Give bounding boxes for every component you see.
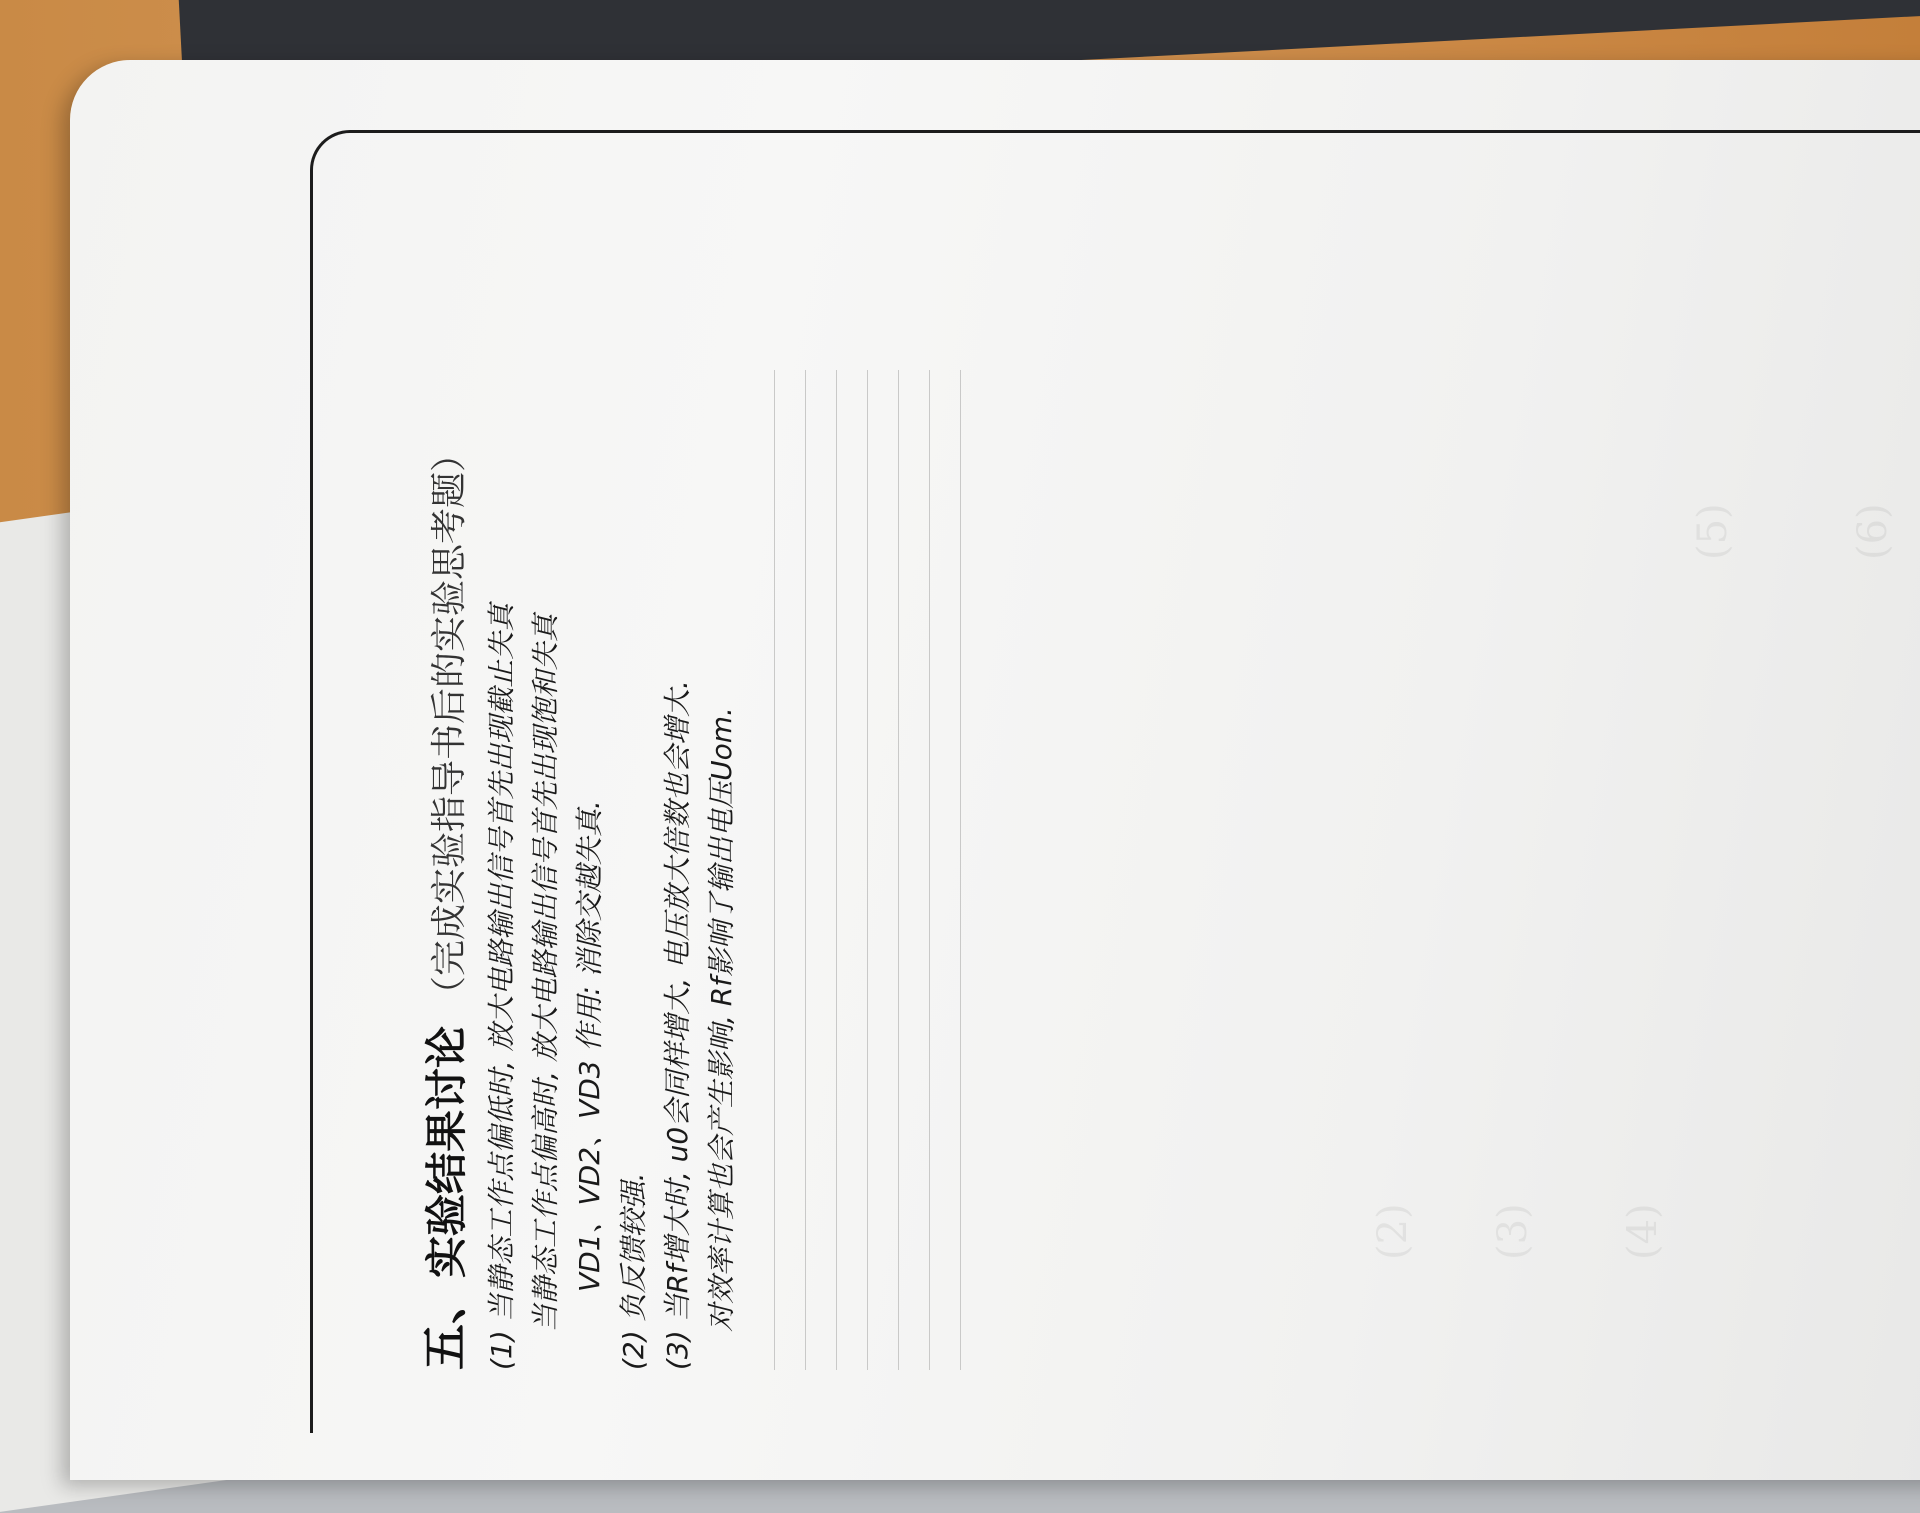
answer-line: VD1、VD2、VD3 作用: 消除交越失真. [573,800,606,1292]
answer-line: 对效率计算也会产生影响, Rf影响了输出电压Uom. [705,707,738,1332]
notebook-page [70,60,1920,1480]
bleed-through-text: (6) [1850,503,1896,560]
section-number: 五、 [418,1278,472,1370]
rotated-content [415,350,935,1370]
ruled-line [805,370,806,1370]
section-subtitle: （完成实验指导书后的实验思考题） [429,435,470,1012]
section-title: 实验结果讨论 [422,1025,471,1278]
bleed-through-text: (3) [1490,1203,1536,1260]
section-heading [415,350,480,1370]
answer-line: 当静态工作点偏高时, 放大电路输出信号首先出现饱和失真 [529,614,562,1332]
ruled-line [898,370,899,1370]
answer-line: (2) 负反馈较强. [617,1172,650,1370]
bleed-through-text: (5) [1690,503,1736,560]
ruled-line [836,370,837,1370]
ruled-line [929,370,930,1370]
bleed-through-text: (2) [1370,1203,1416,1260]
ruled-line [867,370,868,1370]
ruled-line [960,370,961,1370]
bleed-through-text: (4) [1620,1203,1666,1260]
ruled-line [774,370,775,1370]
answer-line: (3) 当Rf增大时, u0会同样增大, 电压放大倍数也会增大. [661,680,694,1370]
answer-line: (1) 当静态工作点偏低时, 放大电路输出信号首先出现截止失真 [485,603,518,1370]
